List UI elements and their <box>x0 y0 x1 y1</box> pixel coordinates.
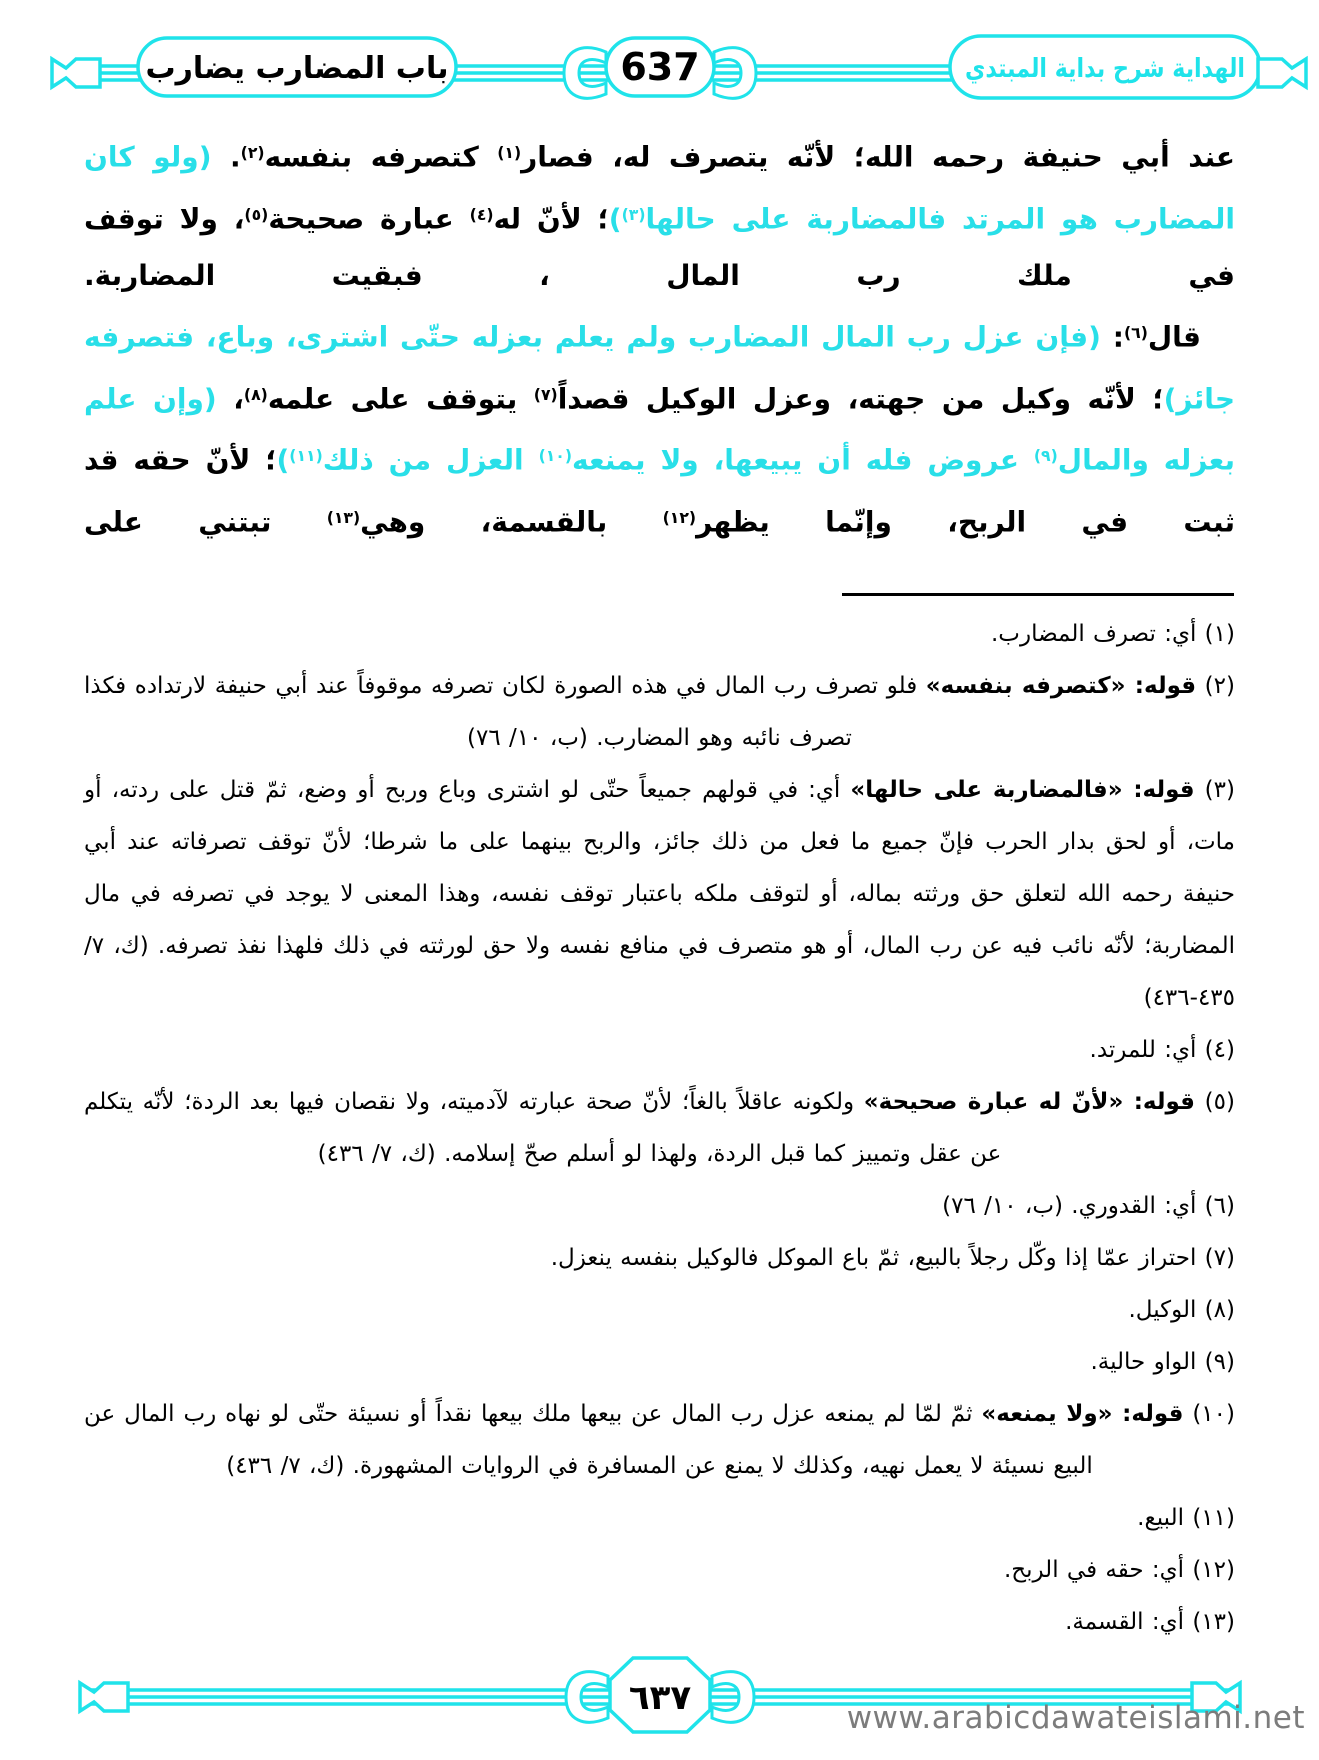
text-segment: (٤) أي: للمرتد. <box>1089 1036 1235 1063</box>
footnote-ref-marker: (٨) <box>243 384 268 404</box>
footnote-1 <box>84 608 1235 660</box>
text-segment: تبتني على <box>84 505 327 539</box>
text-segment: ) <box>608 202 622 236</box>
footnote-11 <box>84 1492 1235 1544</box>
text-segment: (٨) الوكيل. <box>1128 1296 1235 1323</box>
text-segment: بالقسمة، وهي <box>360 505 663 539</box>
footnote-ref-marker: (٦) <box>1123 323 1148 343</box>
text-segment: (١٢) أي: حقه في الربح. <box>1003 1556 1235 1583</box>
text-segment: قال <box>1147 320 1202 354</box>
page-number: 637 <box>620 45 700 89</box>
footnote-9 <box>84 1336 1235 1388</box>
body-paragraph-1 <box>84 124 1235 304</box>
text-segment: (١١) البيع. <box>1137 1504 1235 1531</box>
footnote-7 <box>84 1232 1235 1284</box>
text-segment: عند أبي حنيفة رحمه الله؛ لأنّه يتصرف له، فصار <box>521 140 1235 174</box>
footnote-3 <box>84 764 1235 1024</box>
text-segment: ولكونه عاقلاً بالغاً؛ لأنّ صحة عبارته لآدميته، ولا نقصان فيها بعد الردة؛ لأنّه يتكلم عن عقل وتمييز كما قبل الردة، ولهذا لو أسلم صحّ إسلامه. (ك، ٧/ ٤٣٦) <box>84 1088 1002 1167</box>
footnote-12 <box>84 1544 1235 1596</box>
footer-left-finial-ornament <box>80 1683 128 1711</box>
text-segment: قوله: «فالمضاربة على حالها» <box>850 776 1195 803</box>
header-right-finial-ornament <box>1258 59 1306 87</box>
text-segment: (٧) احتراز عمّا إذا وكّل رجلاً بالبيع، ثمّ باع الموكل فالوكيل بنفسه ينعزل. <box>550 1244 1235 1271</box>
footnote-ref-marker: (٤) <box>469 204 494 224</box>
footnote-ref-marker: (١٠) <box>538 446 573 466</box>
text-segment: ، ولا توقف في ملك رب المال ، فبقيت المضاربة. <box>84 202 1235 293</box>
chapter-title: باب المضارب يضارب <box>145 51 449 86</box>
footnote-ref-marker: (١) <box>497 143 522 162</box>
text-segment: العزل من ذلك <box>322 444 539 478</box>
watermark-url: www.arabicdawateislami.net <box>846 1700 1305 1736</box>
text-segment: ؛ لأنّه وكيل من جهته، وعزل الوكيل قصداً <box>557 382 1164 416</box>
footnote-ref-marker: (١١) <box>289 446 323 466</box>
text-segment: ) <box>276 444 290 478</box>
text-segment: (٢) <box>1196 672 1235 699</box>
text-segment: أي: في قولهم جميعاً حتّى لو اشترى وباع وربح أو وضع، ثمّ قتل على ردته، أو مات، أو لحق بدار الحرب فإنّ جميع ما فعل من ذلك جائز، والربح بينهما على ما شرطا؛ لأنّ توقف تصرفاته عند أبي حنيفة رحمه الله لتعلق حق ورثته بماله، أو لتوقف ملكه باعتبار توقف نفسه، وهذا المعنى لا يوجد في تصرفه في مال المضاربة؛ لأنّه نائب فيه عن رب المال، أو هو متصرف في منافع نفسه ولا حق لورثته في ذلك فلهذا نفذ تصرفه. (ك، ٧/ ٤٣٥-٤٣٦) <box>84 776 1235 1011</box>
text-segment: عروض فله أن يبيعها، ولا يمنعه <box>572 444 1034 478</box>
text-segment: (١٣) أي: القسمة. <box>1065 1608 1235 1635</box>
text-segment: يتوقف على علمه <box>267 382 534 416</box>
header-left-finial-ornament <box>52 59 100 87</box>
footnote-ref-marker: (٧) <box>533 384 558 404</box>
text-segment: (٥) <box>1194 1088 1235 1115</box>
book-title-calligraphy: الهداية شرح بداية المبتدي <box>965 54 1245 84</box>
text-segment: (١٠) <box>1183 1400 1235 1427</box>
footnote-4 <box>84 1024 1235 1076</box>
text-segment: ، <box>216 382 244 416</box>
page-content <box>84 124 1235 1648</box>
text-segment: . <box>211 140 241 174</box>
text-segment: (٦) أي: القدوري. (ب، ١٠/ ٧٦) <box>942 1192 1235 1219</box>
body-paragraph-2 <box>84 304 1235 550</box>
page-header-ornament <box>0 22 1319 114</box>
text-segment: كتصرفه بنفسه <box>264 140 498 174</box>
footnote-ref-marker: (٣) <box>621 204 646 224</box>
footnote-ref-marker: (١٢) <box>662 508 697 528</box>
footnote-ref-marker: (٥) <box>244 204 269 224</box>
footnote-10 <box>84 1388 1235 1492</box>
footnote-2 <box>84 660 1235 764</box>
footnote-13 <box>84 1596 1235 1648</box>
text-segment: قوله: «كتصرفه بنفسه» <box>925 672 1197 699</box>
text-segment: (ولو كان المضارب هو المرتد فالمضاربة على حالها <box>84 140 1236 236</box>
text-segment: (وإن علم بعزله والمال <box>84 382 1236 478</box>
footnote-6 <box>84 1180 1235 1232</box>
footnotes-section <box>84 608 1235 1648</box>
text-segment: فلو تصرف رب المال في هذه الصورة لكان تصرفه موقوفاً عند أبي حنيفة لارتداده فكذا تصرف نائبه وهو المضارب. (ب، ١٠/ ٧٦) <box>84 672 926 751</box>
text-segment: قوله: «لأنّ له عبارة صحيحة» <box>863 1088 1195 1115</box>
footer-page-number: ٦٣٧ <box>628 1678 692 1718</box>
text-segment: (فإن عزل رب المال المضارب ولم يعلم بعزله حتّى اشترى، وباع، فتصرفه جائز) <box>84 320 1235 416</box>
footnote-ref-marker: (٩) <box>1033 446 1058 466</box>
text-segment: (٣) <box>1194 776 1235 803</box>
footnote-8 <box>84 1284 1235 1336</box>
footnote-5 <box>84 1076 1235 1180</box>
footnote-separator <box>842 593 1234 596</box>
text-segment: : <box>1100 320 1124 354</box>
footnote-ref-marker: (٢) <box>240 143 265 162</box>
text-segment: ؛ لأنّ له <box>493 202 609 236</box>
text-segment: ؛ لأنّ حقه قد ثبت في الربح، وإنّما يظهر <box>84 444 1236 539</box>
text-segment: عبارة صحيحة <box>268 202 470 236</box>
text-segment: ثمّ لمّا لم يمنعه عزل رب المال عن بيعها ملك بيعها نقداً أو نسيئة حتّى لو نهاه رب المال عن البيع نسيئة لا يعمل نهيه، وكذلك لا يمنع عن المسافرة في الروايات المشهورة. (ك، ٧/ ٤٣٦) <box>84 1400 1093 1479</box>
footnote-ref-marker: (١٣) <box>326 508 361 528</box>
text-segment: (١) أي: تصرف المضارب. <box>991 620 1235 647</box>
text-segment: (٩) الواو حالية. <box>1090 1348 1235 1375</box>
text-segment: قوله: «ولا يمنعه» <box>981 1400 1184 1427</box>
